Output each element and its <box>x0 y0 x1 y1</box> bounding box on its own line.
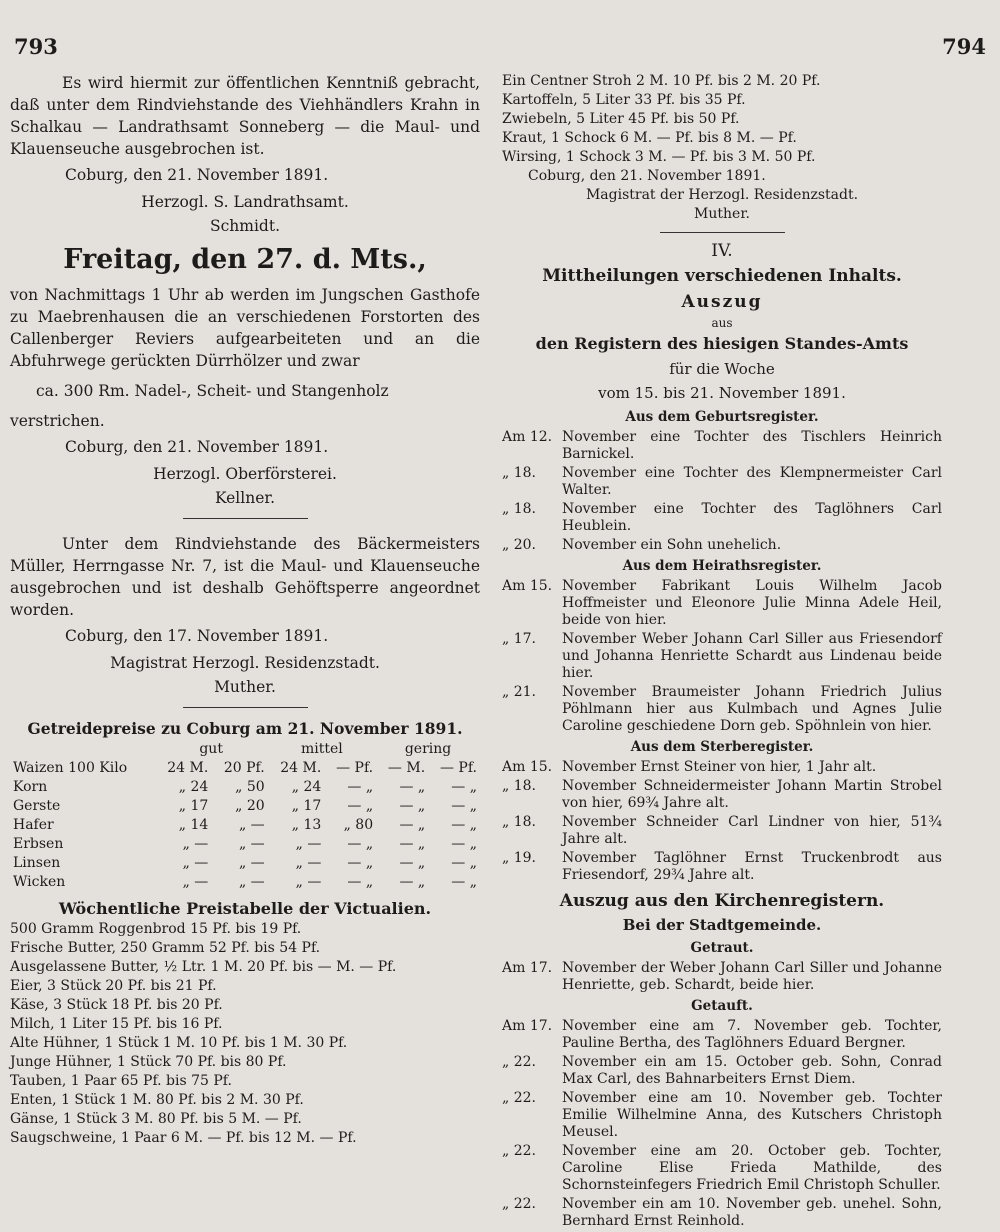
price-cell: — „ <box>399 855 426 871</box>
entry-date: Am 12. <box>502 429 553 445</box>
price-cell: „ 17 <box>178 798 209 814</box>
entry-text: November Taglöhner Ernst Truckenbrodt aus Friesendorf, 29¾ Jahre alt. <box>562 850 942 883</box>
list-item <box>502 1018 942 1052</box>
week-label: für die Woche <box>669 360 775 378</box>
register-heading: Aus dem Sterberegister. <box>630 739 814 755</box>
entry-text: November Schneidermeister Johann Martin Strobel von hier, 69¾ Jahre alt. <box>562 778 942 811</box>
entry-date: Am 15. <box>502 578 553 594</box>
notice-office: Herzogl. Oberförsterei. <box>153 465 337 483</box>
notice-dateline: Coburg, den 21. November 1891. <box>65 166 329 184</box>
right-column <box>502 72 942 1232</box>
price-cell: — „ <box>399 798 426 814</box>
section-title: Mittheilungen verschiedenen Inhalts. <box>542 266 902 286</box>
list-item <box>502 814 942 848</box>
grain-name: Erbsen <box>13 836 64 852</box>
list-item: Wirsing, 1 Schock 3 M. — Pf. bis 3 M. 50 Pf. <box>502 149 816 165</box>
list-item: Ein Centner Stroh 2 M. 10 Pf. bis 2 M. 20 Pf. <box>502 73 821 89</box>
price-cell: „ 24 <box>291 779 322 795</box>
entry-date: „ 18. <box>502 501 536 517</box>
entry-text: November Weber Johann Carl Siller aus Friesendorf und Johanna Henriette Schardt aus Lindenau beide hier. <box>562 631 942 681</box>
list-item <box>502 850 942 884</box>
table-row <box>10 759 480 778</box>
list-item: 500 Gramm Roggenbrod 15 Pf. bis 19 Pf. <box>10 921 302 937</box>
entry-text: November eine Tochter des Tischlers Heinrich Barnickel. <box>562 429 942 462</box>
entry-text: November eine am 20. October geb. Tochter, Caroline Elise Frieda Mathilde, des Schornsteinfegers Friedrich Emil Christoph Schuller. <box>562 1143 942 1193</box>
price-cell: — „ <box>451 836 477 852</box>
church-register-title: Auszug aus den Kirchenregistern. <box>559 891 885 911</box>
list-item <box>502 631 942 682</box>
entry-text: November ein Sohn unehelich. <box>562 537 782 553</box>
notice-dateline: Coburg, den 17. November 1891. <box>65 627 329 645</box>
entry-text: November Ernst Steiner von hier, 1 Jahr alt. <box>562 759 877 775</box>
price-cell: — Pf. <box>439 760 477 776</box>
list-item <box>502 1196 942 1230</box>
list-item: Kartoffeln, 5 Liter 33 Pf. bis 35 Pf. <box>502 92 746 108</box>
price-cell: „ — <box>238 855 265 871</box>
list-item: Eier, 3 Stück 20 Pf. bis 21 Pf. <box>10 978 217 994</box>
price-cell: „ — <box>182 855 209 871</box>
entry-text: November Schneider Carl Lindner von hier, 51¾ Jahre alt. <box>562 814 942 847</box>
list-item: Junge Hühner, 1 Stück 70 Pf. bis 80 Pf. <box>10 1054 287 1070</box>
column-header-gut: gut <box>199 741 223 757</box>
list-item <box>502 1143 942 1194</box>
price-cell: — „ <box>451 855 477 871</box>
list-item: Milch, 1 Liter 15 Pf. bis 16 Pf. <box>10 1016 223 1032</box>
register-heading: Aus dem Heirathsregister. <box>622 558 822 574</box>
divider <box>660 232 785 233</box>
entry-text: November eine Tochter des Klempnermeister Carl Walter. <box>562 465 942 498</box>
list-item: Ausgelassene Butter, ½ Ltr. 1 M. 20 Pf. bis — M. — Pf. <box>10 959 397 975</box>
notice-text: Es wird hiermit zur öffentlichen Kenntniß gebracht, daß unter dem Rindviehstande des Viehhändlers Krahn in Schalkau — Landrathsamt Sonneberg — die Maul- und Klauenseuche ausgebrochen ist. <box>10 74 480 158</box>
notice-dateline: Coburg, den 21. November 1891. <box>528 168 766 184</box>
notice-signer: Schmidt. <box>209 217 280 235</box>
notice-text: von Nachmittags 1 Uhr ab werden im Jungschen Gasthofe zu Maebrenhausen die an verschiedenen Forstorten des Callenberger Reviers aufgearbeiteten und an die Abfuhrwege gerückten Dürrhölzer und zwar <box>10 286 480 370</box>
entry-text: November ein am 10. November geb. unehel. Sohn, Bernhard Ernst Reinhold. <box>562 1196 942 1229</box>
grain-name: Korn <box>13 779 48 795</box>
price-cell: „ 13 <box>291 817 322 833</box>
divider <box>183 518 308 519</box>
date-range: vom 15. bis 21. November 1891. <box>598 384 846 402</box>
list-item: Frische Butter, 250 Gramm 52 Pf. bis 54 Pf. <box>10 940 321 956</box>
entry-text: November Fabrikant Louis Wilhelm Jacob Hoffmeister und Eleonore Julie Minna Adele Heil, beide von hier. <box>562 578 942 628</box>
entry-text: November ein am 15. October geb. Sohn, Conrad Max Carl, des Bahnarbeiters Ernst Diem. <box>562 1054 942 1087</box>
entry-date: Am 17. <box>502 1018 553 1034</box>
list-item: Gänse, 1 Stück 3 M. 80 Pf. bis 5 M. — Pf. <box>10 1111 302 1127</box>
page-number-right: 794 <box>942 34 986 59</box>
table-row <box>10 797 480 816</box>
price-cell: 24 M. <box>167 760 209 776</box>
list-item <box>502 465 942 499</box>
price-cell: 24 M. <box>280 760 322 776</box>
notice-signer: Muther. <box>694 206 750 222</box>
notice-signer: Kellner. <box>214 489 276 507</box>
price-cell: — „ <box>347 798 374 814</box>
table-row <box>10 835 480 854</box>
table-row <box>10 816 480 835</box>
grain-name: Waizen 100 Kilo <box>13 760 128 776</box>
price-cell: „ — <box>182 874 209 890</box>
entry-text: November Braumeister Johann Friedrich Julius Pöhlmann hier aus Kulmbach und Agnes Julie Caroline geschiedene Dorn geb. Spöhnlein von hier. <box>562 684 942 734</box>
price-cell: „ 50 <box>235 779 265 795</box>
price-cell: — „ <box>347 855 374 871</box>
price-cell: „ — <box>238 817 265 833</box>
list-item: Käse, 3 Stück 18 Pf. bis 20 Pf. <box>10 997 223 1013</box>
list-item: Zwiebeln, 5 Liter 45 Pf. bis 50 Pf. <box>502 111 740 127</box>
list-item <box>502 429 942 463</box>
column-header-mittel: mittel <box>301 741 343 757</box>
entry-date: „ 21. <box>502 684 536 700</box>
entry-date: „ 22. <box>502 1054 536 1070</box>
list-item <box>502 1054 942 1088</box>
price-cell: — „ <box>347 836 374 852</box>
price-cell: „ — <box>295 836 322 852</box>
entry-date: „ 18. <box>502 465 536 481</box>
list-item <box>502 1090 942 1141</box>
entry-date: „ 20. <box>502 537 536 553</box>
price-cell: — Pf. <box>336 760 374 776</box>
price-cell: — „ <box>347 779 374 795</box>
list-item <box>502 759 942 776</box>
list-item: Enten, 1 Stück 1 M. 80 Pf. bis 2 M. 30 Pf. <box>10 1092 304 1108</box>
price-cell: „ — <box>238 836 265 852</box>
entry-text: November eine am 7. November geb. Tochter, Pauline Bertha, des Taglöhners Eduard Bergner. <box>562 1018 942 1051</box>
list-item: Tauben, 1 Paar 65 Pf. bis 75 Pf. <box>10 1073 232 1089</box>
price-cell: — „ <box>347 874 374 890</box>
grain-table-header <box>10 740 480 759</box>
entry-date: „ 19. <box>502 850 536 866</box>
entry-date: „ 22. <box>502 1143 536 1159</box>
list-item <box>502 578 942 629</box>
notice-text: Unter dem Rindviehstande des Bäckermeisters Müller, Herrngasse Nr. 7, ist die Maul- und Klauenseuche ausgebrochen und ist deshalb Gehöftsperre angeordnet worden. <box>10 535 480 619</box>
list-item <box>502 778 942 812</box>
list-item <box>502 501 942 535</box>
entry-date: „ 17. <box>502 631 536 647</box>
divider <box>183 707 308 708</box>
price-cell: „ 20 <box>235 798 265 814</box>
grain-name: Gerste <box>13 798 61 814</box>
list-item <box>502 537 942 554</box>
price-cell: — „ <box>451 779 477 795</box>
notice-office: Herzogl. S. Landrathsamt. <box>141 193 349 211</box>
table-row <box>10 778 480 797</box>
price-cell: „ — <box>295 874 322 890</box>
grain-name: Wicken <box>13 874 66 890</box>
notice-office: Magistrat der Herzogl. Residenzstadt. <box>585 187 859 203</box>
register-heading: Getauft. <box>691 998 753 1014</box>
section-numeral: IV. <box>711 241 733 261</box>
aus-word: aus <box>711 316 733 330</box>
entry-date: „ 22. <box>502 1090 536 1106</box>
price-cell: „ — <box>295 855 322 871</box>
entry-text: November der Weber Johann Carl Siller und Johanne Henriette, geb. Schardt, beide hier. <box>562 960 942 993</box>
registers-heading: den Registern des hiesigen Standes-Amts <box>535 334 909 353</box>
price-cell: — „ <box>451 874 477 890</box>
entry-date: „ 22. <box>502 1196 536 1212</box>
notice-text: verstrichen. <box>10 412 105 430</box>
church-subtitle: Bei der Stadtgemeinde. <box>622 916 822 934</box>
page-number-left: 793 <box>14 34 58 59</box>
entry-text: November eine Tochter des Taglöhners Carl Heublein. <box>562 501 942 534</box>
list-item: Saugschweine, 1 Paar 6 M. — Pf. bis 12 M. — Pf. <box>10 1130 357 1146</box>
grain-name: Hafer <box>13 817 54 833</box>
entry-date: Am 15. <box>502 759 553 775</box>
price-cell: „ 17 <box>291 798 322 814</box>
auszug-heading: Auszug <box>681 292 763 312</box>
notice-dateline: Coburg, den 21. November 1891. <box>65 438 329 456</box>
entry-date: Am 17. <box>502 960 553 976</box>
price-cell: — M. <box>387 760 426 776</box>
notice-signer: Muther. <box>214 678 276 696</box>
entry-date: „ 18. <box>502 814 536 830</box>
list-item <box>502 960 942 994</box>
list-item: Kraut, 1 Schock 6 M. — Pf. bis 8 M. — Pf. <box>502 130 797 146</box>
price-cell: — „ <box>451 817 477 833</box>
left-column <box>10 72 480 1148</box>
victualien-title: Wöchentliche Preistabelle der Victualien. <box>58 899 432 918</box>
list-item <box>502 684 942 735</box>
price-cell: 20 Pf. <box>223 760 265 776</box>
table-row <box>10 873 480 892</box>
price-cell: — „ <box>399 779 426 795</box>
price-cell: „ 80 <box>343 817 374 833</box>
grain-price-table <box>10 740 480 892</box>
column-header-gering: gering <box>404 741 452 757</box>
grain-name: Linsen <box>13 855 61 871</box>
auction-headline: Freitag, den 27. d. Mts., <box>63 244 427 275</box>
entry-date: „ 18. <box>502 778 536 794</box>
notice-office: Magistrat Herzogl. Residenzstadt. <box>110 654 380 672</box>
price-cell: „ 14 <box>178 817 209 833</box>
price-cell: — „ <box>451 798 477 814</box>
register-heading: Getraut. <box>690 940 754 956</box>
price-cell: „ — <box>182 836 209 852</box>
list-item: Alte Hühner, 1 Stück 1 M. 10 Pf. bis 1 M. 30 Pf. <box>10 1035 348 1051</box>
price-cell: — „ <box>399 836 426 852</box>
entry-text: November eine am 10. November geb. Tochter Emilie Wilhelmine Anna, des Kutschers Christoph Meusel. <box>562 1090 942 1140</box>
price-cell: „ 24 <box>178 779 209 795</box>
grain-price-title: Getreidepreise zu Coburg am 21. November 1891. <box>27 719 463 738</box>
table-row <box>10 854 480 873</box>
price-cell: — „ <box>399 817 426 833</box>
price-cell: — „ <box>399 874 426 890</box>
price-cell: „ — <box>238 874 265 890</box>
register-heading: Aus dem Geburtsregister. <box>625 409 819 425</box>
auction-item: ca. 300 Rm. Nadel-, Scheit- und Stangenholz <box>36 382 389 400</box>
